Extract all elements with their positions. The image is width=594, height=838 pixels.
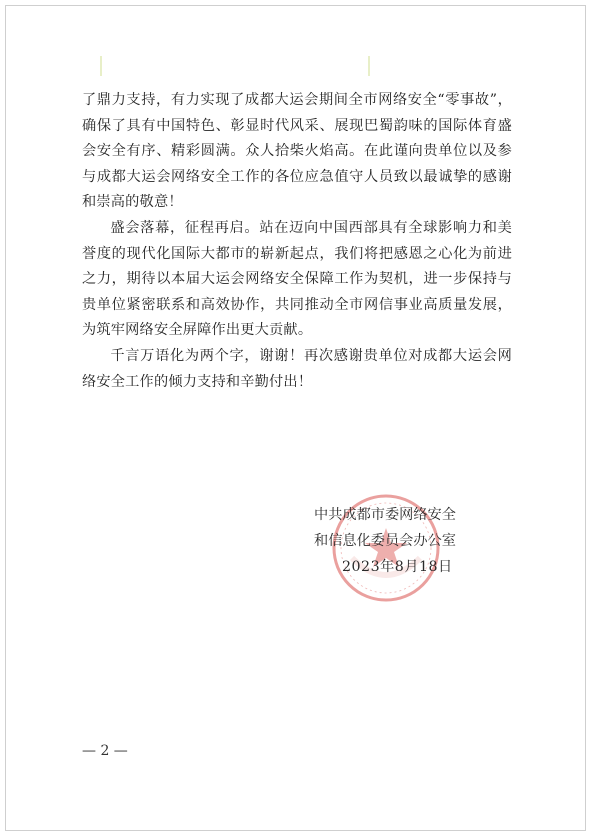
paragraph-closing-outlook: 盛会落幕，征程再启。站在迈向中国西部具有全球影响力和美誉度的现代化国际大都市的崭新起点，我们将把感恩之心化为前进之力，期待以本届大运会网络安全保障工作为契机，进一步保持与贵单位紧密联系和高效协作，共同推动全市网信事业高质量发展，为筑牢网络安全屏障作出更大贡献。 [82, 219, 512, 339]
crop-mark-left [100, 56, 102, 76]
crop-mark-right [368, 56, 370, 76]
paragraph-continuation: 了鼎力支持，有力实现了成都大运会期间全市网络安全“零事故”，确保了具有中国特色、彰显时代风采、展现巴蜀韵味的国际体育盛会安全有序、精彩圆满。众人拾柴火焰高。在此谨向贵单位以及参与成都大运会网络安全工作的各位应急值守人员致以最诚挚的感谢和崇高的敬意！ [82, 92, 512, 211]
issuing-organization-line2: 和信息化委员会办公室 [314, 533, 456, 549]
paragraph-thanks: 千言万语化为两个字，谢谢！再次感谢贵单位对成都大运会网络安全工作的倾力支持和辛勤付出！ [82, 347, 512, 390]
issuing-organization-line1: 中共成都市委网络安全 [314, 507, 456, 523]
page-number: — 2 — [82, 743, 128, 759]
crop-marks [100, 56, 372, 78]
issue-date: 2023年8月18日 [342, 559, 453, 575]
signature-block [310, 498, 510, 608]
letter-body [82, 88, 512, 395]
